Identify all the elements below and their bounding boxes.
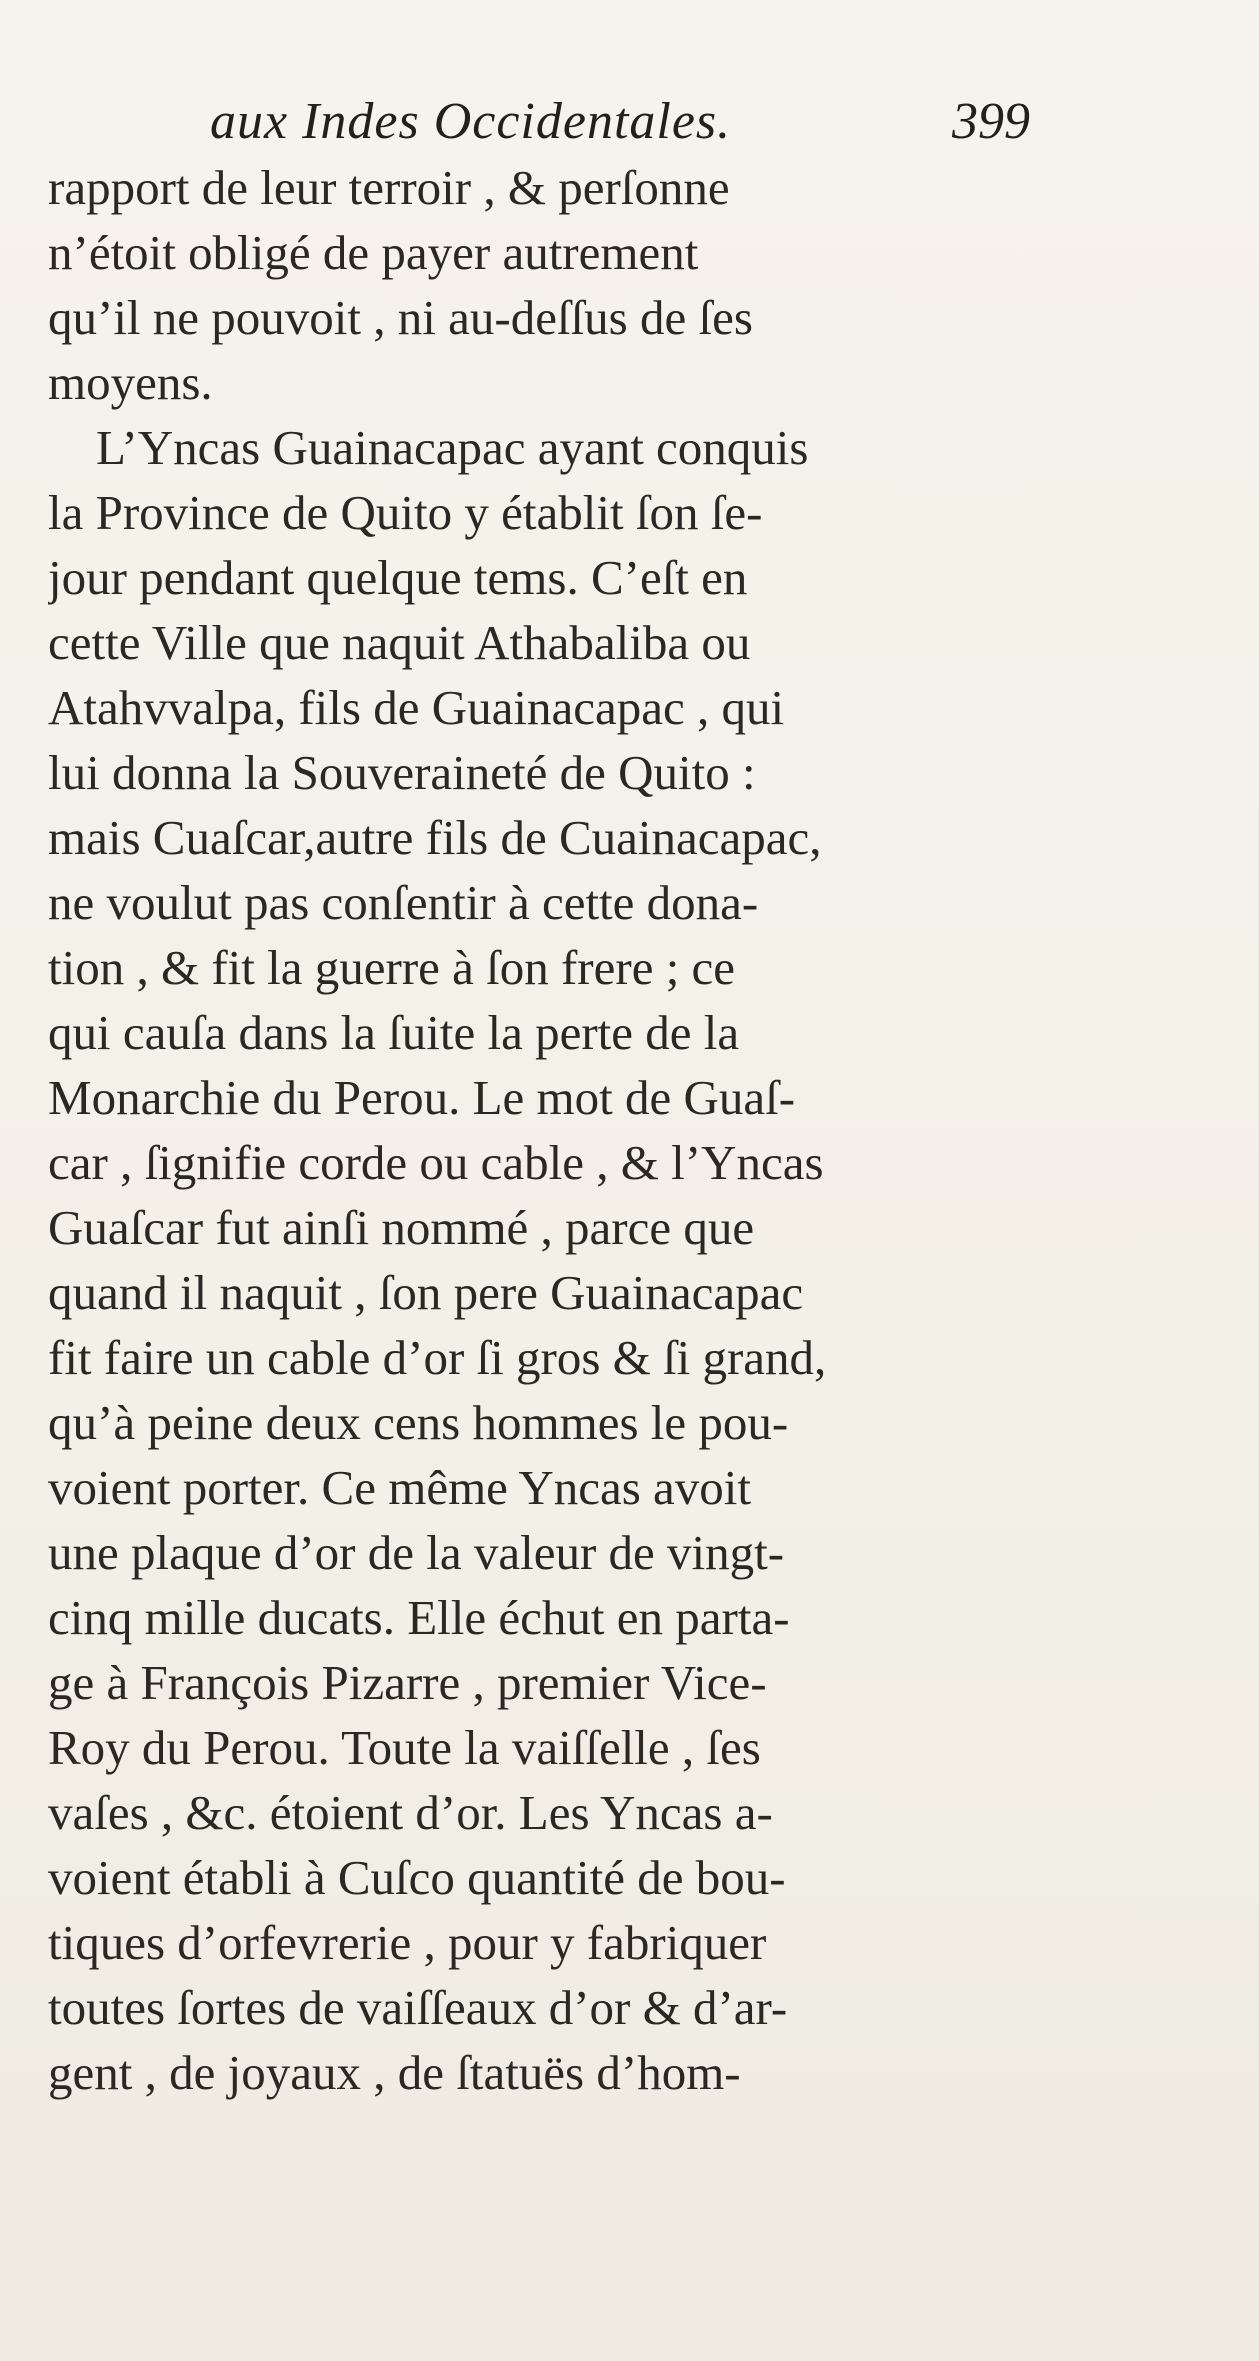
text-line: quand il naquit , ſon pere Guainacapac xyxy=(48,1265,804,1320)
text-line: lui donna la Souveraineté de Quito : xyxy=(48,745,756,800)
text-line: qui cauſa dans la ſuite la perte de la xyxy=(48,1005,740,1060)
text-line: qu’à peine deux cens hommes le pou- xyxy=(48,1395,789,1450)
text-line: Roy du Perou. Toute la vaiſſelle , ſes xyxy=(48,1720,761,1775)
text-line: mais Cuaſcar,autre fils de Cuainacapac, xyxy=(48,810,822,865)
text-line: qu’il ne pouvoit , ni au-deſſus de ſes xyxy=(48,290,753,345)
text-line: L’Yncas Guainacapac ayant conquis xyxy=(96,420,809,475)
text-line: moyens. xyxy=(48,355,213,410)
text-line: n’étoit obligé de payer autrement xyxy=(48,225,699,280)
text-line: tiques d’orfevrerie , pour y fabriquer xyxy=(48,1915,767,1970)
text-line: Guaſcar fut ainſi nommé , parce que xyxy=(48,1200,755,1255)
text-line: une plaque d’or de la valeur de vingt- xyxy=(48,1525,785,1580)
text-line: vaſes , &c. étoient d’or. Les Yncas a- xyxy=(48,1785,773,1840)
text-line: toutes ſortes de vaiſſeaux d’or & d’ar- xyxy=(48,1980,788,2035)
text-line: cinq mille ducats. Elle échut en parta- xyxy=(48,1590,790,1645)
text-line: cette Ville que naquit Athabaliba ou xyxy=(48,615,751,670)
text-line: Monarchie du Perou. Le mot de Guaſ- xyxy=(48,1070,796,1125)
text-line: Atahvvalpa, fils de Guainacapac , qui xyxy=(48,680,785,735)
text-line: car , ſignifie corde ou cable , & l’Yncas xyxy=(48,1135,824,1190)
running-title: aux Indes Occidentales. xyxy=(210,93,732,150)
text-line: rapport de leur terroir , & perſonne xyxy=(48,160,730,215)
text-line: voient établi à Cuſco quantité de bou- xyxy=(48,1850,786,1905)
text-line: jour pendant quelque tems. C’eſt en xyxy=(48,550,748,605)
text-line: fit faire un cable d’or ſi gros & ſi grand, xyxy=(48,1330,827,1385)
text-line: gent , de joyaux , de ſtatuës d’hom- xyxy=(48,2045,741,2100)
text-line: la Province de Quito y établit ſon ſe- xyxy=(48,485,763,540)
text-line: ge à François Pizarre , premier Vice- xyxy=(48,1655,767,1710)
text-line: tion , & fit la guerre à ſon frere ; ce xyxy=(48,940,736,995)
page-header xyxy=(210,92,1030,152)
page-number: 399 xyxy=(952,93,1030,150)
text-line: voient porter. Ce même Yncas avoit xyxy=(48,1460,752,1515)
text-line: ne voulut pas conſentir à cette dona- xyxy=(48,875,759,930)
